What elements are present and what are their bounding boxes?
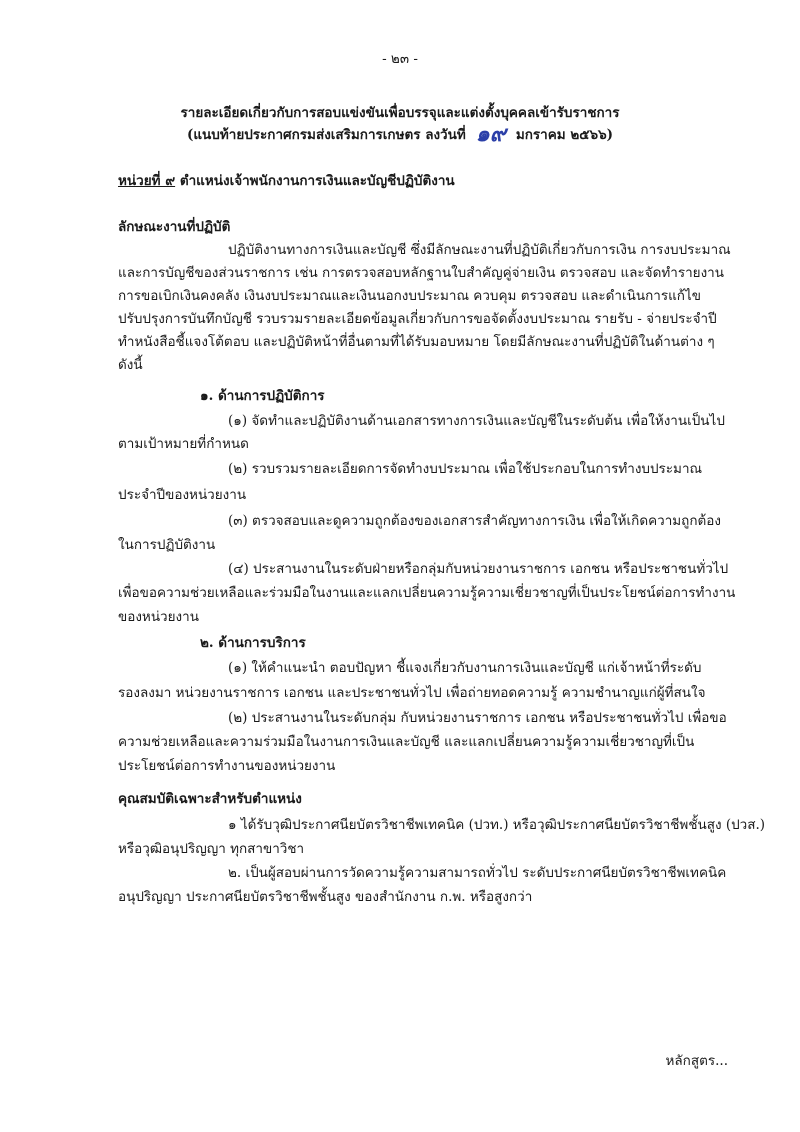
- page-number: - ๒๓ -: [382, 51, 418, 67]
- handwritten-date: ๑๙: [475, 122, 506, 147]
- unit-heading: [118, 172, 455, 190]
- duties-intro-line: ดังนี้: [118, 357, 143, 373]
- title-prefix: (แนบท้ายประกาศกรมส่งเสริมการเกษตร ลงวันที่: [186, 127, 466, 143]
- operations-item: (๓) ตรวจสอบและดูความถูกต้องของเอกสารสำคัญทางการเงิน เพื่อให้เกิดความถูกต้อง: [228, 513, 722, 529]
- duties-intro-line: ปฏิบัติงานทางการเงินและบัญชี ซึ่งมีลักษณะงานที่ปฏิบัติเกี่ยวกับการเงิน การงบประมาณ: [228, 242, 731, 258]
- document-title-line1: รายละเอียดเกี่ยวกับการสอบแข่งขันเพื่อบรรจุและแต่งตั้งบุคคลเข้ารับราชการ: [180, 105, 620, 121]
- operations-item: ประจำปีของหน่วยงาน: [118, 487, 247, 503]
- operations-item: ตามเป้าหมายที่กำหนด: [118, 436, 249, 452]
- unit-position: ตำแหน่งเจ้าพนักงานการเงินและบัญชีปฏิบัติงาน: [179, 173, 455, 189]
- operations-item: เพื่อขอความช่วยเหลือและร่วมมือในงานและแลกเปลี่ยนความรู้ความเชี่ยวชาญที่เป็นประโยชน์ต่อการทำงาน: [118, 585, 736, 601]
- operations-item: ของหน่วยงาน: [118, 609, 199, 625]
- services-item: (๒) ประสานงานในระดับกลุ่ม กับหน่วยงานราชการ เอกชน หรือประชาชนทั่วไป เพื่อขอ: [228, 710, 727, 726]
- services-item: รองลงมา หน่วยงานราชการ เอกชน และประชาชนทั่วไป เพื่อถ่ายทอดความรู้ ความชำนาญแก่ผู้ที่สนใจ: [118, 685, 706, 701]
- qualification-item: หรือวุฒิอนุปริญญา ทุกสาขาวิชา: [118, 841, 305, 857]
- services-item: (๑) ให้คำแนะนำ ตอบปัญหา ชี้แจงเกี่ยวกับงานการเงินและบัญชี แก่เจ้าหน้าที่ระดับ: [228, 660, 702, 676]
- duties-intro-line: การขอเบิกเงินคงคลัง เงินงบประมาณและเงินนอกงบประมาณ ควบคุม ตรวจสอบ และดำเนินการแก้ไข: [118, 288, 701, 304]
- qualification-item: ๑ ได้รับวุฒิประกาศนียบัตรวิชาชีพเทคนิค (ปวท.) หรือวุฒิประกาศนียบัตรวิชาชีพชั้นสูง (ปวส.): [228, 817, 766, 833]
- operations-item: (๒) รวบรวมรายละเอียดการจัดทำงบประมาณ เพื่อใช้ประกอบในการทำงบประมาณ: [228, 461, 703, 477]
- duties-heading: ลักษณะงานที่ปฏิบัติ: [118, 219, 231, 235]
- qualifications-heading: คุณสมบัติเฉพาะสำหรับตำแหน่ง: [118, 791, 302, 807]
- title-suffix: มกราคม ๒๕๖๖): [515, 127, 614, 143]
- duties-intro-line: ปรับปรุงการบันทึกบัญชี รวบรวมรายละเอียดข้อมูลเกี่ยวกับการขอจัดตั้งงบประมาณ รายรับ - จ่ายประจำปี: [118, 311, 717, 327]
- qualification-item: อนุปริญญา ประกาศนียบัตรวิชาชีพชั้นสูง ของสำนักงาน ก.พ. หรือสูงกว่า: [118, 889, 533, 905]
- operations-item: ในการปฏิบัติงาน: [118, 537, 216, 553]
- document-title-line2: [0, 122, 800, 147]
- services-item: ความช่วยเหลือและความร่วมมือในงานการเงินและบัญชี และแลกเปลี่ยนความรู้ความเชี่ยวชาญที่เป็น: [118, 734, 695, 750]
- operations-item: (๔) ประสานงานในระดับฝ่ายหรือกลุ่มกับหน่วยงานราชการ เอกชน หรือประชาชนทั่วไป: [228, 561, 729, 577]
- duties-intro-line: ทำหนังสือชี้แจงโต้ตอบ และปฏิบัติหน้าที่อื่นตามที่ได้รับมอบหมาย โดยมีลักษณะงานที่ปฏิบัติในด้านต่าง ๆ: [118, 334, 715, 350]
- services-heading: ๒. ด้านการบริการ: [200, 635, 306, 651]
- operations-heading: ๑. ด้านการปฏิบัติการ: [200, 388, 325, 404]
- qualification-item: ๒. เป็นผู้สอบผ่านการวัดความรู้ความสามารถทั่วไป ระดับประกาศนียบัตรวิชาชีพเทคนิค: [228, 865, 727, 881]
- operations-item: (๑) จัดทำและปฏิบัติงานด้านเอกสารทางการเงินและบัญชีในระดับต้น เพื่อให้งานเป็นไป: [228, 413, 725, 429]
- unit-label: หน่วยที่ ๙: [118, 173, 176, 189]
- continuation-note: หลักสูตร...: [665, 1053, 728, 1069]
- duties-intro-line: และการบัญชีของส่วนราชการ เช่น การตรวจสอบหลักฐานใบสำคัญคู่จ่ายเงิน ตรวจสอบ และจัดทำรายงาน: [118, 265, 724, 281]
- services-item: ประโยชน์ต่อการทำงานของหน่วยงาน: [118, 758, 336, 774]
